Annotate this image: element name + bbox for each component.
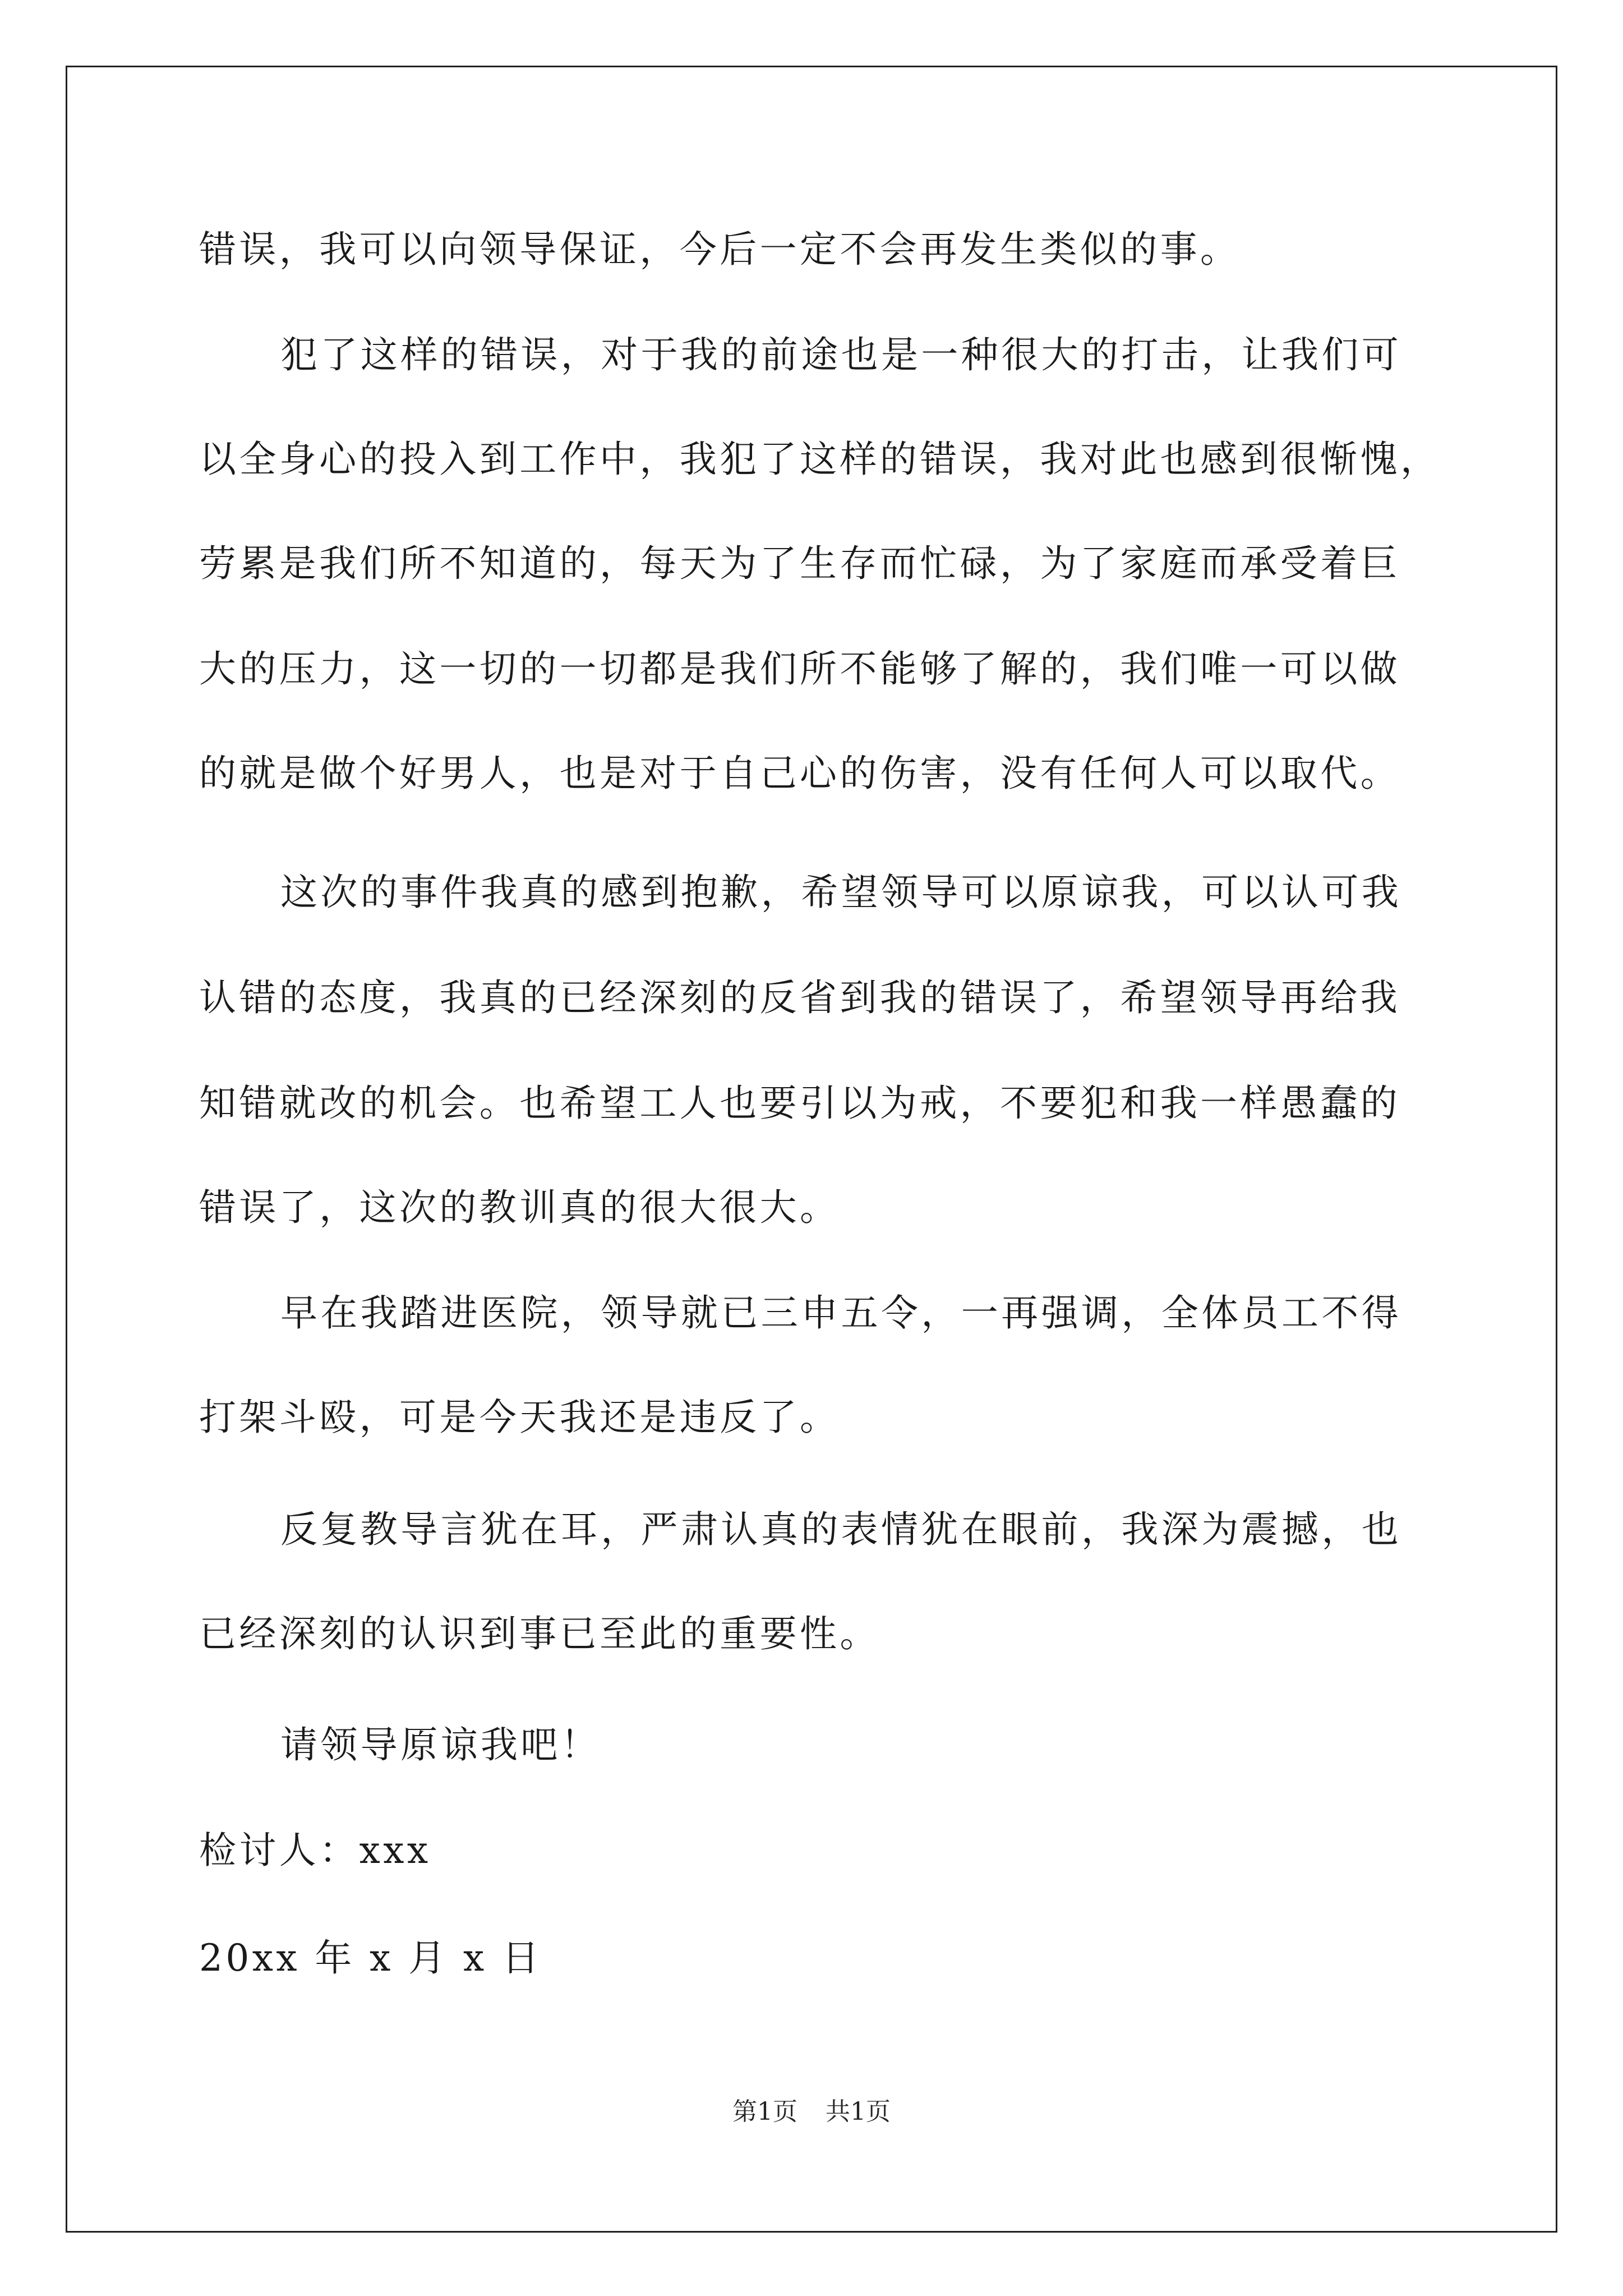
text-line: 错误了，这次的教训真的很大很大。	[199, 1186, 840, 1229]
text-line: 认错的态度，我真的已经深刻的反省到我的错误了，希望领导再给我	[199, 976, 1400, 1019]
text-line: 犯了这样的错误，对于我的前途也是一种很大的打击，让我们可	[280, 333, 1402, 376]
text-line: 知错就改的机会。也希望工人也要引以为戒，不要犯和我一样愚蠢的	[199, 1082, 1400, 1125]
text-line: 这次的事件我真的感到抱歉，希望领导可以原谅我，可以认可我	[280, 871, 1402, 914]
text-line: 大的压力，这一切的一切都是我们所不能够了解的，我们唯一可以做	[199, 647, 1400, 691]
signature-date: 20xx 年 x 月 x 日	[199, 1936, 542, 1980]
text-line: 反复教导言犹在耳，严肃认真的表情犹在眼前，我深为震撼，也	[280, 1508, 1402, 1551]
text-line: 已经深刻的认识到事已至此的重要性。	[199, 1612, 880, 1655]
page-footer	[0, 2095, 1623, 2129]
text-line: 打架斗殴，可是今天我还是违反了。	[199, 1396, 840, 1439]
text-line: 以全身心的投入到工作中，我犯了这样的错误，我对此也感到很惭愧，	[199, 438, 1441, 481]
text-line: 的就是做个好男人，也是对于自己心的伤害，没有任何人可以取代。	[199, 752, 1400, 795]
text-line: 错误，我可以向领导保证，今后一定不会再发生类似的事。	[199, 228, 1241, 271]
text-line: 请领导原谅我吧！	[280, 1723, 601, 1766]
total-pages: 共1页	[826, 2097, 891, 2126]
reviewer-signature: 检讨人：xxx	[199, 1829, 431, 1872]
text-line: 劳累是我们所不知道的，每天为了生存而忙碌，为了家庭而承受着巨	[199, 542, 1400, 585]
text-line: 早在我踏进医院，领导就已三申五令，一再强调，全体员工不得	[280, 1291, 1402, 1335]
page-border	[66, 66, 1557, 2233]
page-number: 第1页	[732, 2097, 797, 2126]
